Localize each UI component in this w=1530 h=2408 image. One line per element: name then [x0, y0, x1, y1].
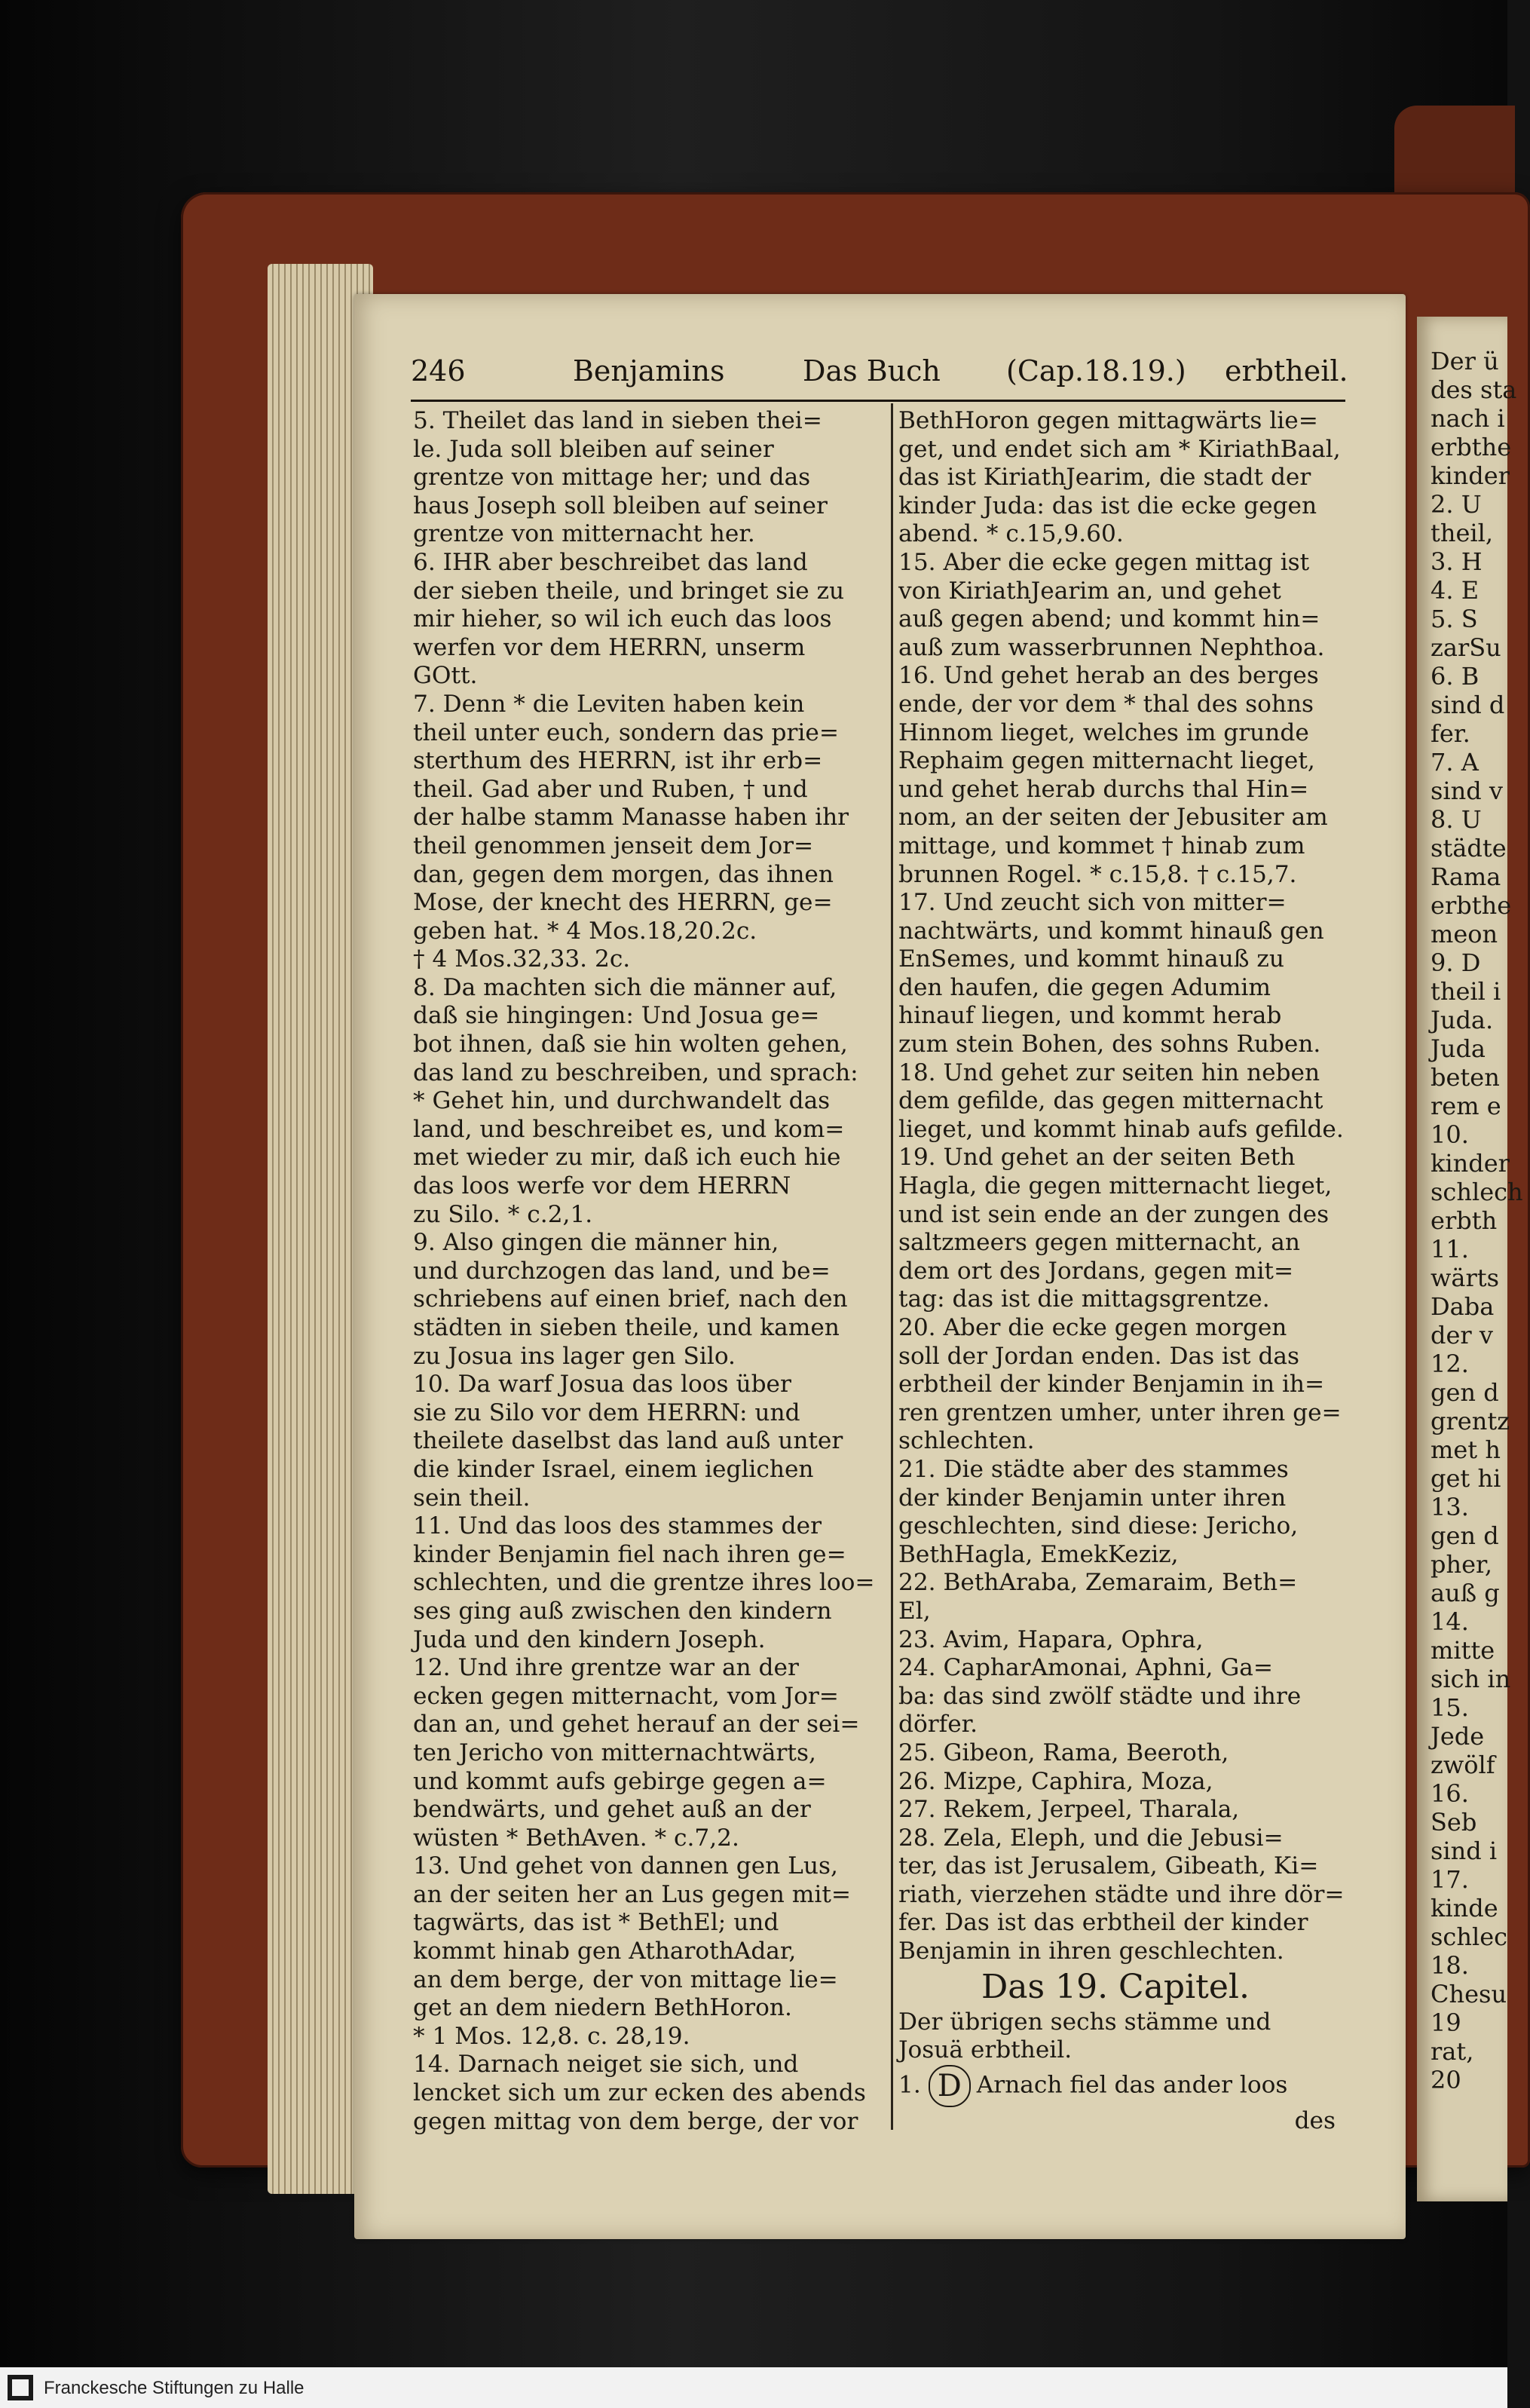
facing-page-line: 8. U	[1431, 805, 1482, 834]
text-line: * Gehet hin, und durchwandelt das	[413, 1087, 831, 1115]
text-line: mir hieher, so wil ich euch das loos	[413, 605, 832, 633]
facing-page-line: pher,	[1431, 1550, 1492, 1579]
text-line: auß gegen abend; und kommt hin=	[898, 605, 1320, 633]
text-line: das ist KiriathJearim, die stadt der	[898, 464, 1311, 492]
facing-page-line: met h	[1431, 1435, 1501, 1464]
text-line: dörfer.	[898, 1711, 978, 1739]
chapter-summary-line: Der übrigen sechs stämme und	[898, 2008, 1271, 2036]
text-line: dan an, und gehet herauf an der sei=	[413, 1711, 860, 1739]
text-line: Mose, der knecht des HERRN, ge=	[413, 889, 833, 917]
text-line: 19. Und gehet an der seiten Beth	[898, 1144, 1296, 1172]
facing-page-line: Juda	[1431, 1034, 1486, 1063]
text-line: ses ging auß zwischen den kindern	[413, 1597, 832, 1625]
facing-page-line: 11.	[1431, 1235, 1469, 1264]
text-line: BethHoron gegen mittagwärts lie=	[898, 407, 1318, 434]
text-line: 27. Rekem, Jerpeel, Tharala,	[898, 1796, 1240, 1824]
text-line: 5. Theilet das land in sieben thei=	[413, 407, 822, 434]
text-line: theilete daselbst das land auß unter	[413, 1427, 843, 1455]
text-line: und durchzogen das land, und be=	[413, 1257, 831, 1285]
text-line: 7. Denn * die Leviten haben kein	[413, 690, 805, 718]
facing-page-line: Jede	[1431, 1722, 1485, 1751]
text-line: ten Jericho von mitternachtwärts,	[413, 1739, 816, 1766]
text-line: nachtwärts, und kommt hinauß gen	[898, 917, 1324, 945]
text-line: theil unter euch, sondern das prie=	[413, 718, 839, 746]
text-line: und ist sein ende an der zungen des	[898, 1200, 1330, 1228]
facing-page-line: beten	[1431, 1063, 1500, 1092]
text-line: zu Silo. * c.2,1.	[413, 1200, 593, 1228]
text-line: auß zum wasserbrunnen Nephthoa.	[898, 633, 1325, 661]
facing-page-line: 9. D	[1431, 948, 1481, 977]
text-line: grentze von mittage her; und das	[413, 464, 811, 492]
text-line: ba: das sind zwölf städte und ihre	[898, 1682, 1302, 1710]
text-line: ende, der vor dem * thal des sohns	[898, 690, 1314, 718]
facing-page-line: gen d	[1431, 1521, 1499, 1550]
footer-bar	[0, 2367, 1507, 2408]
text-line: 20. Aber die ecke gegen morgen	[898, 1314, 1287, 1341]
facing-page-line: rat,	[1431, 2037, 1474, 2066]
facing-page-line: erbthe	[1431, 891, 1512, 920]
facing-page-line: sich in	[1431, 1665, 1511, 1693]
text-line: land, und beschreibet es, und kom=	[413, 1115, 845, 1143]
facing-page-line: 3. H	[1431, 547, 1483, 576]
text-line: 6. IHR aber beschreibet das land	[413, 548, 808, 576]
text-line: theil. Gad aber und Ruben, † und	[413, 775, 808, 803]
facing-page-line: 16.	[1431, 1779, 1469, 1808]
text-line: städten in sieben theile, und kamen	[413, 1314, 840, 1341]
facing-page-line: städte	[1431, 834, 1507, 862]
text-line: 16. Und gehet herab an des berges	[898, 662, 1319, 690]
facing-page-line: wärts	[1431, 1264, 1500, 1292]
facing-page-line: Chesu	[1431, 1980, 1507, 2008]
facing-page-line: 2. U	[1431, 490, 1482, 519]
text-line: EnSemes, und kommt hinauß zu	[898, 945, 1284, 973]
facing-page-line: 18.	[1431, 1951, 1469, 1980]
facing-page-line: Rama	[1431, 862, 1501, 891]
text-line: grentze von mitternacht her.	[413, 520, 755, 548]
text-line: 18. Und gehet zur seiten hin neben	[898, 1058, 1320, 1086]
text-line: nom, an der seiten der Jebusiter am	[898, 804, 1328, 832]
facing-page-line: Juda.	[1431, 1006, 1494, 1034]
text-line: BethHagla, EmekKeziz,	[898, 1540, 1179, 1568]
facing-page-line: kinder	[1431, 1149, 1510, 1178]
text-line: Hinnom lieget, welches im grunde	[898, 718, 1309, 746]
text-line: und gehet herab durchs thal Hin=	[898, 775, 1309, 803]
text-line: geschlechten, sind diese: Jericho,	[898, 1512, 1299, 1540]
text-line: soll der Jordan enden. Das ist das	[898, 1342, 1300, 1370]
text-line: 9. Also gingen die männer hin,	[413, 1229, 779, 1257]
facing-page-line: 14.	[1431, 1607, 1469, 1636]
text-line: von KiriathJearim an, und gehet	[898, 577, 1281, 605]
text-line: die kinder Israel, einem ieglichen	[413, 1455, 814, 1483]
facing-page-line: Daba	[1431, 1292, 1495, 1321]
text-line: schriebens auf einen brief, nach den	[413, 1285, 848, 1313]
column-divider	[891, 403, 893, 2130]
facing-page-line: mitte	[1431, 1636, 1495, 1665]
text-line: 23. Avim, Hapara, Ophra,	[898, 1625, 1204, 1653]
text-line: 21. Die städte aber des stammes	[898, 1455, 1289, 1483]
text-line: daß sie hingingen: Und Josua ge=	[413, 1002, 820, 1030]
text-line: get an dem niedern BethHoron.	[413, 1994, 792, 2022]
text-line: an der seiten her an Lus gegen mit=	[413, 1880, 851, 1908]
facing-page-line: 13.	[1431, 1493, 1469, 1521]
text-line: brunnen Rogel. * c.15,8. † c.15,7.	[898, 860, 1297, 888]
facing-page-line: gen d	[1431, 1378, 1499, 1407]
text-line: der sieben theile, und bringet sie zu	[413, 577, 845, 605]
facing-page-line: 4. E	[1431, 576, 1480, 605]
text-line: 11. Und das loos des stammes der	[413, 1512, 822, 1540]
text-line: ter, das ist Jerusalem, Gibeath, Ki=	[898, 1852, 1319, 1880]
facing-page-line: erbthe	[1431, 433, 1512, 461]
running-title-left: Benjamins	[573, 354, 725, 388]
text-line: abend. * c.15,9.60.	[898, 520, 1124, 548]
facing-page-line: 6. B	[1431, 662, 1480, 691]
facing-page-line: meon	[1431, 920, 1498, 948]
text-line: kinder Juda: das ist die ecke gegen	[898, 492, 1317, 519]
text-line: le. Juda soll bleiben auf seiner	[413, 435, 774, 463]
facing-page-line: sind v	[1431, 777, 1503, 805]
facing-page-line: kinde	[1431, 1894, 1498, 1922]
text-line: lieget, und kommt hinab aufs gefilde.	[898, 1115, 1344, 1143]
drop-cap: D	[929, 2065, 971, 2107]
text-line: sterthum des HERRN, ist ihr erb=	[413, 747, 823, 775]
facing-page-line: 17.	[1431, 1865, 1469, 1894]
facing-page-line: des sta	[1431, 375, 1517, 404]
text-line: den haufen, die gegen Adumim	[898, 973, 1271, 1001]
text-line: der kinder Benjamin unter ihren	[898, 1484, 1287, 1512]
chapter-first-line	[898, 2065, 1351, 2107]
text-line: Hagla, die gegen mitternacht lieget,	[898, 1172, 1333, 1200]
text-line: kommt hinab gen AtharothAdar,	[413, 1938, 797, 1965]
footer-credit: Franckesche Stiftungen zu Halle	[44, 2378, 304, 2398]
text-line: sie zu Silo vor dem HERRN: und	[413, 1399, 800, 1426]
text-line: tagwärts, das ist * BethEl; und	[413, 1909, 779, 1937]
text-line: bot ihnen, daß sie hin wolten gehen,	[413, 1031, 848, 1058]
text-line: * 1 Mos. 12,8. c. 28,19.	[413, 2022, 690, 2050]
text-line: schlechten, und die grentze ihres loo=	[413, 1569, 875, 1597]
facing-page-line: theil,	[1431, 519, 1494, 547]
text-line: lencket sich um zur ecken des abends	[413, 2079, 866, 2107]
facing-page-line: zwölf	[1431, 1751, 1495, 1779]
facing-page-line: 12.	[1431, 1350, 1469, 1378]
facing-page-line: 19	[1431, 2008, 1461, 2037]
text-line: 22. BethAraba, Zemaraim, Beth=	[898, 1569, 1298, 1597]
text-line: dem gefilde, das gegen mitternacht	[898, 1087, 1323, 1115]
left-text-column	[413, 407, 875, 2136]
text-line: geben hat. * 4 Mos.18,20.2c.	[413, 917, 757, 945]
text-line: gegen mittag von dem berge, der vor	[413, 2107, 858, 2135]
facing-page-line: theil i	[1431, 977, 1501, 1006]
page-header	[411, 354, 1348, 404]
text-line: dem ort des Jordans, gegen mit=	[898, 1257, 1294, 1285]
text-line: kinder Benjamin fiel nach ihren ge=	[413, 1540, 846, 1568]
facing-page-line: 10.	[1431, 1120, 1469, 1149]
header-rule	[411, 400, 1345, 402]
text-line: wüsten * BethAven. * c.7,2.	[413, 1824, 739, 1852]
text-line: 17. Und zeucht sich von mitter=	[898, 889, 1287, 917]
text-line: und kommt aufs gebirge gegen a=	[413, 1767, 827, 1795]
text-line: Rephaim gegen mitternacht lieget,	[898, 747, 1315, 775]
right-text-column	[898, 407, 1351, 2135]
text-line: haus Joseph soll bleiben auf seiner	[413, 492, 828, 519]
text-line: 14. Darnach neiget sie sich, und	[413, 2051, 799, 2079]
facing-page-line: grentz	[1431, 1407, 1510, 1435]
text-line: das loos werfe vor dem HERRN	[413, 1172, 791, 1200]
text-line: 10. Da warf Josua das loos über	[413, 1371, 791, 1399]
facing-page	[1417, 317, 1523, 2201]
chapter-reference: (Cap.18.19.)	[1006, 354, 1186, 388]
text-line: werfen vor dem HERRN, unserm	[413, 633, 806, 661]
running-title-right: erbtheil.	[1225, 354, 1348, 388]
facing-page-line: sind d	[1431, 691, 1505, 719]
facing-page-line: 15.	[1431, 1693, 1469, 1722]
text-line: hinauf liegen, und kommt herab	[898, 1002, 1282, 1030]
text-line: das land zu beschreiben, und sprach:	[413, 1058, 858, 1086]
facing-page-line: auß g	[1431, 1579, 1500, 1607]
text-line: 26. Mizpe, Caphira, Moza,	[898, 1767, 1213, 1795]
facing-page-line: kinder	[1431, 461, 1510, 490]
facing-page-line: 5. S	[1431, 605, 1478, 633]
text-line: 13. Und gehet von dannen gen Lus,	[413, 1852, 838, 1880]
facing-page-line: der v	[1431, 1321, 1493, 1350]
facing-page-line: Der ü	[1431, 347, 1499, 375]
text-line: saltzmeers gegen mitternacht, an	[898, 1229, 1300, 1257]
facing-page-line: schlech	[1431, 1178, 1523, 1206]
text-line: schlechten.	[898, 1427, 1035, 1455]
text-line: fer. Das ist das erbtheil der kinder	[898, 1909, 1308, 1937]
text-line: get, und endet sich am * KiriathBaal,	[898, 435, 1341, 463]
text-line: zu Josua ins lager gen Silo.	[413, 1342, 736, 1370]
text-line: Benjamin in ihren geschlechten.	[898, 1938, 1284, 1965]
text-line: 15. Aber die ecke gegen mittag ist	[898, 548, 1310, 576]
facing-page-line: Seb	[1431, 1808, 1477, 1837]
text-line: ren grentzen umher, unter ihren ge=	[898, 1399, 1342, 1426]
text-line: ecken gegen mitternacht, vom Jor=	[413, 1682, 839, 1710]
facing-page-line: nach i	[1431, 404, 1505, 433]
institution-logo-icon	[8, 2375, 33, 2400]
text-line: 25. Gibeon, Rama, Beeroth,	[898, 1739, 1229, 1766]
text-line: 12. Und ihre grentze war an der	[413, 1654, 799, 1682]
text-line: tag: das ist die mittagsgrentze.	[898, 1285, 1270, 1313]
text-line: theil genommen jenseit dem Jor=	[413, 832, 814, 859]
text-line: 24. CapharAmonai, Aphni, Ga=	[898, 1654, 1273, 1682]
facing-page-line: fer.	[1431, 719, 1470, 748]
text-line: † 4 Mos.32,33. 2c.	[413, 945, 631, 973]
text-line: met wieder zu mir, daß ich euch hie	[413, 1144, 841, 1172]
text-line: dan, gegen dem morgen, das ihnen	[413, 860, 834, 888]
text-line: riath, vierzehen städte und ihre dör=	[898, 1880, 1345, 1908]
text-line: zum stein Bohen, des sohns Ruben.	[898, 1031, 1321, 1058]
first-line-text: Arnach fiel das ander loos	[976, 2071, 1288, 2099]
text-line: Juda und den kindern Joseph.	[413, 1625, 766, 1653]
text-line: bendwärts, und gehet auß an der	[413, 1796, 811, 1824]
text-line: der halbe stamm Manasse haben ihr	[413, 804, 849, 832]
text-line: 8. Da machten sich die männer auf,	[413, 973, 837, 1001]
facing-page-line: schlec	[1431, 1922, 1508, 1951]
catchword: des	[1294, 2106, 1336, 2134]
facing-page-line: 20	[1431, 2066, 1461, 2094]
text-line: sein theil.	[413, 1484, 531, 1512]
chapter-summary-line: Josuä erbtheil.	[898, 2036, 1073, 2064]
running-title-center: Das Buch	[803, 354, 941, 388]
text-line: 28. Zela, Eleph, und die Jebusi=	[898, 1824, 1284, 1852]
facing-page-line: rem e	[1431, 1092, 1501, 1120]
text-line: El,	[898, 1597, 931, 1625]
verse-number: 1.	[898, 2071, 921, 2099]
facing-page-line: erbth	[1431, 1206, 1498, 1235]
text-line: an dem berge, der von mittage lie=	[413, 1965, 838, 1993]
facing-page-line: get hi	[1431, 1464, 1501, 1493]
text-line: mittage, und kommet † hinab zum	[898, 832, 1305, 859]
chapter-heading: Das 19. Capitel.	[981, 1967, 1250, 2006]
facing-page-line: zarSu	[1431, 633, 1501, 662]
facing-page-line: sind i	[1431, 1837, 1498, 1865]
text-line: GOtt.	[413, 662, 478, 690]
facing-page-line: 7. A	[1431, 748, 1479, 777]
text-line: erbtheil der kinder Benjamin in ih=	[898, 1371, 1325, 1399]
page-number: 246	[411, 354, 466, 388]
